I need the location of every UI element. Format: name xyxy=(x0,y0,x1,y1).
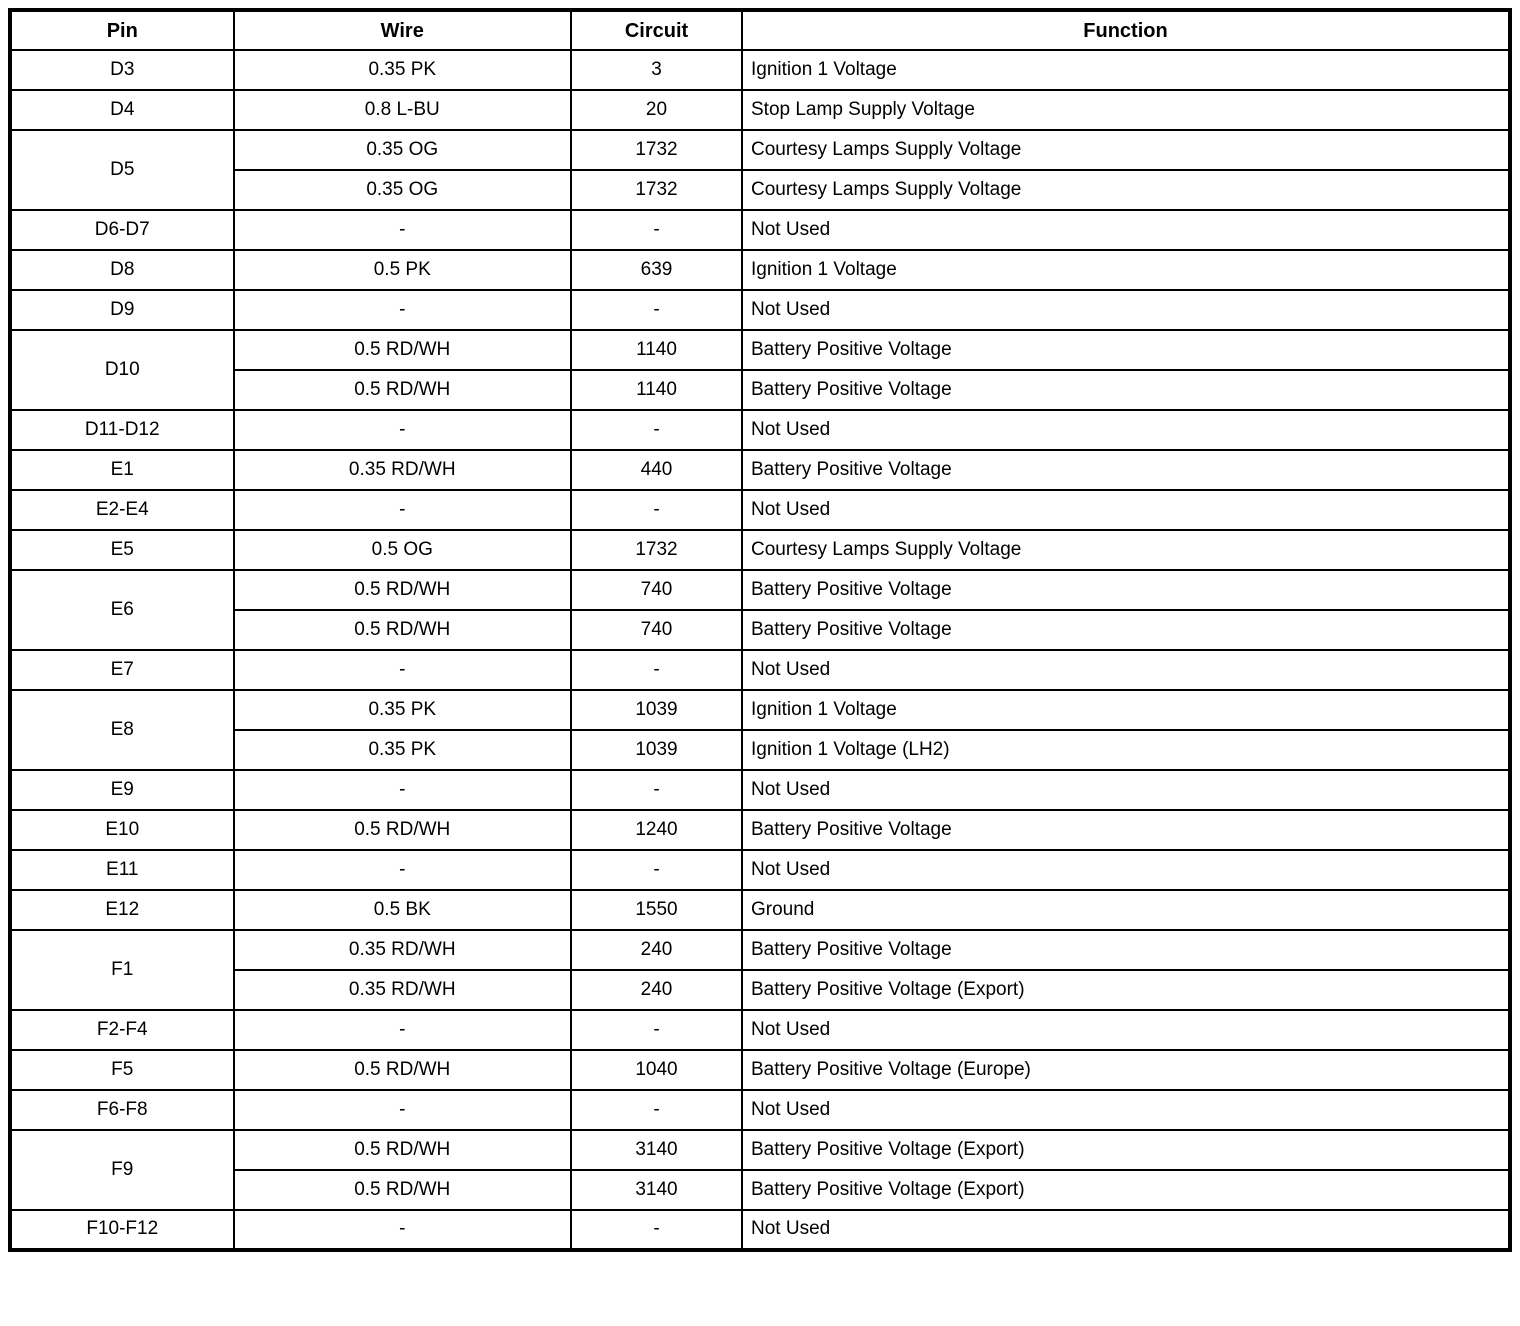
header-wire: Wire xyxy=(234,10,572,50)
circuit-cell: - xyxy=(571,290,742,330)
function-cell: Battery Positive Voltage xyxy=(742,450,1510,490)
wire-cell: 0.5 RD/WH xyxy=(234,570,572,610)
wire-cell: - xyxy=(234,1210,572,1250)
table-row xyxy=(10,810,1510,850)
wire-cell: 0.5 RD/WH xyxy=(234,330,572,370)
pin-cell: D9 xyxy=(10,290,234,330)
function-cell: Not Used xyxy=(742,290,1510,330)
wire-cell: 0.5 RD/WH xyxy=(234,1050,572,1090)
circuit-cell: 1240 xyxy=(571,810,742,850)
wire-cell: 0.5 RD/WH xyxy=(234,1130,572,1170)
table-row xyxy=(10,570,1510,610)
table-row xyxy=(10,290,1510,330)
table-row xyxy=(10,330,1510,370)
pin-cell: D10 xyxy=(10,330,234,410)
pin-cell: E9 xyxy=(10,770,234,810)
circuit-cell: 440 xyxy=(571,450,742,490)
pin-cell: D11-D12 xyxy=(10,410,234,450)
pin-cell: D5 xyxy=(10,130,234,210)
circuit-cell: 740 xyxy=(571,570,742,610)
table-row xyxy=(10,490,1510,530)
table-row xyxy=(10,650,1510,690)
pin-cell: F6-F8 xyxy=(10,1090,234,1130)
pin-cell: E10 xyxy=(10,810,234,850)
circuit-cell: - xyxy=(571,770,742,810)
function-cell: Ignition 1 Voltage (LH2) xyxy=(742,730,1510,770)
pin-cell: F10-F12 xyxy=(10,1210,234,1250)
table-row xyxy=(10,730,1510,770)
table-row xyxy=(10,410,1510,450)
pin-cell: E6 xyxy=(10,570,234,650)
function-cell: Battery Positive Voltage xyxy=(742,810,1510,850)
table-row xyxy=(10,770,1510,810)
function-cell: Ground xyxy=(742,890,1510,930)
wire-cell: - xyxy=(234,210,572,250)
circuit-cell: - xyxy=(571,850,742,890)
function-cell: Courtesy Lamps Supply Voltage xyxy=(742,530,1510,570)
circuit-cell: 1040 xyxy=(571,1050,742,1090)
pin-cell: D8 xyxy=(10,250,234,290)
wire-cell: 0.5 RD/WH xyxy=(234,610,572,650)
pin-cell: D4 xyxy=(10,90,234,130)
circuit-cell: - xyxy=(571,210,742,250)
function-cell: Ignition 1 Voltage xyxy=(742,690,1510,730)
circuit-cell: 240 xyxy=(571,970,742,1010)
wire-cell: 0.5 OG xyxy=(234,530,572,570)
function-cell: Not Used xyxy=(742,1010,1510,1050)
circuit-cell: - xyxy=(571,1010,742,1050)
table-row xyxy=(10,450,1510,490)
table-row xyxy=(10,970,1510,1010)
pin-cell: E12 xyxy=(10,890,234,930)
function-cell: Courtesy Lamps Supply Voltage xyxy=(742,130,1510,170)
function-cell: Not Used xyxy=(742,850,1510,890)
table-row xyxy=(10,250,1510,290)
wire-cell: 0.5 BK xyxy=(234,890,572,930)
wire-cell: 0.5 PK xyxy=(234,250,572,290)
circuit-cell: 740 xyxy=(571,610,742,650)
circuit-cell: 1140 xyxy=(571,370,742,410)
pin-cell: E2-E4 xyxy=(10,490,234,530)
circuit-cell: - xyxy=(571,410,742,450)
function-cell: Battery Positive Voltage (Export) xyxy=(742,1170,1510,1210)
circuit-cell: - xyxy=(571,650,742,690)
pinout-table-body xyxy=(10,50,1510,1250)
circuit-cell: 20 xyxy=(571,90,742,130)
wire-cell: - xyxy=(234,770,572,810)
table-row xyxy=(10,850,1510,890)
wire-cell: 0.35 RD/WH xyxy=(234,970,572,1010)
table-row xyxy=(10,530,1510,570)
circuit-cell: 1732 xyxy=(571,170,742,210)
pin-cell: D6-D7 xyxy=(10,210,234,250)
table-row xyxy=(10,130,1510,170)
wire-cell: 0.35 PK xyxy=(234,690,572,730)
header-circuit: Circuit xyxy=(571,10,742,50)
table-row xyxy=(10,690,1510,730)
function-cell: Not Used xyxy=(742,650,1510,690)
header-pin: Pin xyxy=(10,10,234,50)
header-function: Function xyxy=(742,10,1510,50)
circuit-cell: - xyxy=(571,1210,742,1250)
function-cell: Battery Positive Voltage xyxy=(742,330,1510,370)
function-cell: Battery Positive Voltage xyxy=(742,930,1510,970)
circuit-cell: 240 xyxy=(571,930,742,970)
circuit-cell: - xyxy=(571,1090,742,1130)
wire-cell: - xyxy=(234,1090,572,1130)
pin-cell: E7 xyxy=(10,650,234,690)
function-cell: Not Used xyxy=(742,1210,1510,1250)
pin-cell: F9 xyxy=(10,1130,234,1210)
table-row xyxy=(10,1170,1510,1210)
table-row xyxy=(10,930,1510,970)
pin-cell: E8 xyxy=(10,690,234,770)
connector-pinout-table xyxy=(8,8,1512,1252)
function-cell: Battery Positive Voltage (Export) xyxy=(742,1130,1510,1170)
function-cell: Battery Positive Voltage xyxy=(742,570,1510,610)
wire-cell: - xyxy=(234,650,572,690)
table-row xyxy=(10,370,1510,410)
table-row xyxy=(10,210,1510,250)
pin-cell: E11 xyxy=(10,850,234,890)
pin-cell: F5 xyxy=(10,1050,234,1090)
table-row xyxy=(10,170,1510,210)
wire-cell: - xyxy=(234,490,572,530)
pin-cell: F2-F4 xyxy=(10,1010,234,1050)
table-row xyxy=(10,1090,1510,1130)
pin-cell: D3 xyxy=(10,50,234,90)
function-cell: Ignition 1 Voltage xyxy=(742,50,1510,90)
table-row xyxy=(10,90,1510,130)
function-cell: Not Used xyxy=(742,410,1510,450)
function-cell: Stop Lamp Supply Voltage xyxy=(742,90,1510,130)
pin-cell: F1 xyxy=(10,930,234,1010)
pin-cell: E5 xyxy=(10,530,234,570)
wire-cell: - xyxy=(234,290,572,330)
table-row xyxy=(10,1010,1510,1050)
wire-cell: 0.35 RD/WH xyxy=(234,930,572,970)
wire-cell: - xyxy=(234,410,572,450)
circuit-cell: 1550 xyxy=(571,890,742,930)
circuit-cell: 3140 xyxy=(571,1170,742,1210)
pin-cell: E1 xyxy=(10,450,234,490)
wire-cell: 0.35 PK xyxy=(234,730,572,770)
function-cell: Battery Positive Voltage xyxy=(742,370,1510,410)
circuit-cell: 1732 xyxy=(571,530,742,570)
circuit-cell: 639 xyxy=(571,250,742,290)
circuit-cell: 3 xyxy=(571,50,742,90)
wire-cell: 0.35 RD/WH xyxy=(234,450,572,490)
wire-cell: 0.8 L-BU xyxy=(234,90,572,130)
function-cell: Ignition 1 Voltage xyxy=(742,250,1510,290)
function-cell: Not Used xyxy=(742,490,1510,530)
table-row xyxy=(10,1130,1510,1170)
wire-cell: 0.5 RD/WH xyxy=(234,810,572,850)
circuit-cell: 3140 xyxy=(571,1130,742,1170)
circuit-cell: 1140 xyxy=(571,330,742,370)
wire-cell: - xyxy=(234,850,572,890)
function-cell: Battery Positive Voltage (Export) xyxy=(742,970,1510,1010)
table-header-row xyxy=(10,10,1510,50)
table-row xyxy=(10,1210,1510,1250)
function-cell: Courtesy Lamps Supply Voltage xyxy=(742,170,1510,210)
table-row xyxy=(10,50,1510,90)
function-cell: Battery Positive Voltage (Europe) xyxy=(742,1050,1510,1090)
function-cell: Not Used xyxy=(742,770,1510,810)
function-cell: Not Used xyxy=(742,1090,1510,1130)
table-row xyxy=(10,610,1510,650)
wire-cell: - xyxy=(234,1010,572,1050)
wire-cell: 0.5 RD/WH xyxy=(234,1170,572,1210)
function-cell: Battery Positive Voltage xyxy=(742,610,1510,650)
wire-cell: 0.35 PK xyxy=(234,50,572,90)
circuit-cell: - xyxy=(571,490,742,530)
circuit-cell: 1732 xyxy=(571,130,742,170)
wire-cell: 0.35 OG xyxy=(234,130,572,170)
table-row xyxy=(10,1050,1510,1090)
function-cell: Not Used xyxy=(742,210,1510,250)
table-row xyxy=(10,890,1510,930)
circuit-cell: 1039 xyxy=(571,690,742,730)
wire-cell: 0.5 RD/WH xyxy=(234,370,572,410)
wire-cell: 0.35 OG xyxy=(234,170,572,210)
circuit-cell: 1039 xyxy=(571,730,742,770)
